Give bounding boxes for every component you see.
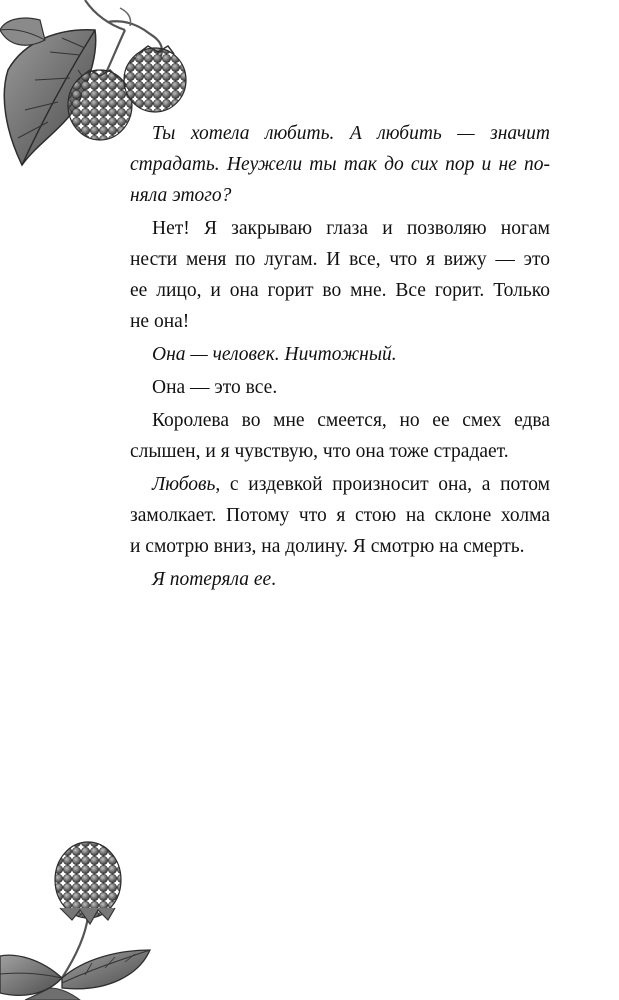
paragraph-1-line-2: страдать. Неужели ты так до сих пор и не по- — [130, 154, 550, 175]
paragraph-5-line-2: слышен, и я чувствую, что она тоже страдает. — [130, 441, 509, 462]
paragraph-6-line-3: и смотрю вниз, на долину. Я смотрю на смерть. — [130, 536, 525, 557]
paragraph-6-line-1 — [130, 469, 550, 500]
paragraph-1 — [130, 118, 550, 211]
paragraph-2-line-2: нести меня по лугам. И все, что я вижу — это — [130, 249, 550, 270]
paragraph-5 — [130, 405, 550, 467]
paragraph-5-line-1: Королева во мне смеется, но ее смех едва — [152, 410, 550, 431]
paragraph-2-line-1: Нет! Я закрываю глаза и позволяю ногам — [152, 218, 550, 239]
paragraph-3: Она — человек. Ничтожный. — [152, 344, 397, 365]
paragraph-1-line-3: няла этого? — [130, 185, 232, 206]
paragraph-2 — [130, 213, 550, 337]
paragraph-6-italic-word: Любовь — [152, 474, 216, 495]
paragraph-4: Она — это все. — [152, 377, 278, 398]
paragraph-2-line-4: не она! — [130, 311, 190, 332]
paragraph-6-line-1-rest: , с издевкой произносит она, а потом — [215, 474, 550, 495]
paragraph-6 — [130, 469, 550, 562]
paragraph-7 — [130, 564, 550, 595]
paragraph-1-line-1: Ты хотела любить. А любить — значит — [152, 123, 550, 144]
paragraph-2-line-3: ее лицо, и она горит во мне. Все горит. Только — [130, 280, 550, 301]
raspberry-branch-bottom-illustration — [0, 838, 165, 1000]
paragraph-7-italic: Я потеряла ее — [152, 569, 272, 590]
paragraph-6-line-2: замолкает. Потому что я стою на склоне холма — [130, 505, 550, 526]
page-body-text — [130, 118, 550, 597]
paragraph-7-end: . — [271, 569, 277, 590]
